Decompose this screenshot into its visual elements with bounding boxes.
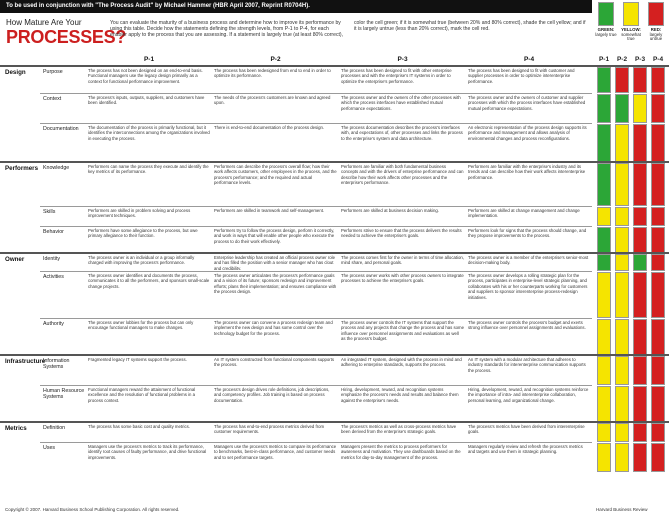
legend-green <box>594 2 618 37</box>
statement-cell-p2: An IT system constructed from functional components supports the process. <box>214 357 335 368</box>
rating-cell-p2[interactable] <box>615 423 629 442</box>
brand-text: Harvard Business Review <box>596 507 648 512</box>
category-performers: Performers <box>5 165 39 172</box>
statement-cell-p4: Hiring, development, reward, and recognition systems reinforce the importance of intra- and interenterprise collaboration, personal learning, and organizational change. <box>468 387 589 403</box>
rating-cell-p3[interactable] <box>633 227 647 253</box>
statement-cell-p4: The process owner controls the process's budget and exerts strong influence over personnel assignments and evaluations. <box>468 320 586 331</box>
statement-cell-p3: Hiring, development, reward, and recognition systems emphasize the process's needs and results and balance them against the enterprise's needs. <box>341 387 459 403</box>
rating-cell-p1[interactable] <box>597 163 611 206</box>
enabler-label: Identity <box>43 256 61 262</box>
statement-cell-p2: The process's design drives role definitions, job descriptions, and competency profiles. Job training is based on process documentation. <box>214 387 330 403</box>
rating-cell-p4[interactable] <box>651 423 665 442</box>
enabler-label: Authority <box>43 321 64 327</box>
statement-cell-p4: The process's metrics have been derived from interenterprise goals. <box>468 424 585 435</box>
statement-cell-p2: The process has end-to-end process metrics derived from customer requirements. <box>214 424 325 435</box>
statement-cell-p1: The documentation of the process is primarily functional, but it identifies the interconnections among the organizations involved in executing the process. <box>88 125 210 141</box>
title-small: How Mature Are Your <box>6 18 82 27</box>
statement-cell-p4: The process has been designed to fit with customer and supplier processes in order to optimize interenterprise performance. <box>468 68 575 84</box>
statement-cell-p4: An electronic representation of the process design supports its performance and management and allows analysis of environmental changes and process reconfigurations. <box>468 125 587 141</box>
statement-cell-p3: The process owner works with other process owners to integrate processes to achieve the enterprise's goals. <box>341 273 464 284</box>
statement-cell-p4: Performers look for signs that the process should change, and they propose improvements to the process. <box>468 228 587 239</box>
statement-cell-p1: The process has not been designed on an end-to-end basis. Functional managers use the legacy design primarily as a context for functional performance improvement. <box>88 68 203 84</box>
column-header-p-1: P-1 <box>143 56 155 63</box>
rating-cell-p2[interactable] <box>615 319 629 355</box>
statement-cell-p2: The process owner can convene a process redesign team and implement the new design and has some control over the technology budget for the process. <box>214 320 333 336</box>
enabler-label: Activities <box>43 274 64 280</box>
rating-cell-p4[interactable] <box>651 207 665 226</box>
rating-cell-p3[interactable] <box>633 207 647 226</box>
statement-cell-p3: The process's metrics as well as cross-process metrics have been derived from the enterprise's strategic goals. <box>341 424 457 435</box>
copyright-text: Copyright © 2007. Harvard Business School Publishing Corporation. All rights reserved. <box>5 507 180 512</box>
rating-cell-p1[interactable] <box>597 319 611 355</box>
rating-header-p-1: P-1 <box>598 56 610 63</box>
rating-cell-p4[interactable] <box>651 272 665 318</box>
statement-cell-p4: An IT system with a modular architecture that adheres to industry standards for interenterprise communication supports the process. <box>468 357 586 373</box>
title-block <box>6 18 127 47</box>
enabler-label: Behavior <box>43 229 64 235</box>
legend-sublabel: largely untrue <box>649 31 663 42</box>
statement-cell-p2: Managers use the process's metrics to compare its performance to benchmarks, best-in-class performance, and customer needs and to set performance targets. <box>214 444 337 460</box>
top-banner: To be used in conjunction with "The Process Audit" by Michael Hammer (HBR April 2007, Reprint R0704H). <box>0 0 592 13</box>
statement-cell-p3: The process owner and the owners of the other processes with which the process interfaces have established mutual performance expectations. <box>341 95 461 111</box>
legend-sublabel: largely true <box>595 31 617 37</box>
statement-cell-p4: Performers are familiar with the enterprise's industry and its trends and can describe how their work affects interenterprise performance. <box>468 164 586 180</box>
statement-cell-p2: The process owner articulates the process's performance goals and a vision of its future; sponsors redesign and improvement efforts; plans their implementation; and ensures compliance with the process design. <box>214 273 337 295</box>
rating-cell-p2[interactable] <box>615 227 629 253</box>
enabler-label: Skills <box>43 209 56 215</box>
enabler-label: Knowledge <box>43 165 70 171</box>
rating-cell-p1[interactable] <box>597 207 611 226</box>
statement-cell-p4: Performers are skilled at change management and change implementation. <box>468 208 580 219</box>
rating-header-p-3: P-3 <box>634 56 646 63</box>
rating-cell-p3[interactable] <box>633 94 647 123</box>
rating-cell-p4[interactable] <box>651 386 665 422</box>
category-infrastructure: Infrastructure <box>5 358 46 365</box>
enabler-label: Uses <box>43 445 56 451</box>
statement-cell-p3: The process owner controls the IT systems that support the process and any projects that change the process and has some influence over personnel assignments and evaluations as well as the process's budget. <box>341 320 464 342</box>
statement-cell-p4: The process owner and the owners of customer and supplier processes with which the process interfaces have established mutual performance expectations. <box>468 95 586 111</box>
rating-cell-p2[interactable] <box>615 272 629 318</box>
rating-cell-p1[interactable] <box>597 443 611 472</box>
rating-cell-p2[interactable] <box>615 443 629 472</box>
statement-cell-p2: Performers try to follow the process design, perform it correctly, and work in ways that will enable other people who execute the process to do their work effectively. <box>214 228 335 244</box>
statement-cell-p4: The process owner develops a rolling strategic plan for the process, participates in enterprise-level strategic planning, and collaborates with his or her counterparts working for customers and suppliers to sponsor interenterprise process-redesign initiatives. <box>468 273 588 300</box>
rating-cell-p2[interactable] <box>615 94 629 123</box>
statement-cell-p1: The process's inputs, outputs, suppliers, and customers have been identified. <box>88 95 205 106</box>
enabler-label: Purpose <box>43 69 63 75</box>
rating-cell-p3[interactable] <box>633 272 647 318</box>
intro-text: You can evaluate the maturity of a business process and determine how to improve its performance by using this table. Decide how the statements defining the strength levels, from P-1 to P-4, for each enabler apply to the process that you are assessing. If a statement is largely true (at least 80% correct), color the cell green; if it is somewhat true (between 20% and 80% correct), shade the cell yellow; and if it is largely untrue (less than 20% correct), mark the cell red. <box>110 20 586 39</box>
legend-sublabel: somewhat true <box>621 31 641 42</box>
rating-cell-p4[interactable] <box>651 94 665 123</box>
statement-cell-p1: The process has some basic cost and quality metrics. <box>88 424 190 429</box>
statement-cell-p2: The needs of the process's customers are known and agreed upon. <box>214 95 331 106</box>
legend-red <box>644 2 668 42</box>
rating-header-p-4: P-4 <box>652 56 664 63</box>
legend-swatch <box>623 2 639 26</box>
rating-cell-p3[interactable] <box>633 443 647 472</box>
statement-cell-p2: The process has been redesigned from end to end in order to optimize its performance. <box>214 68 331 79</box>
statement-cell-p1: The process owner is an individual or a group informally charged with improving the process's performance. <box>88 255 195 266</box>
legend-label: YELLOW: <box>621 27 641 32</box>
rating-cell-p3[interactable] <box>633 423 647 442</box>
statement-cell-p1: Performers can name the process they execute and identify the key metrics of its performance. <box>88 164 209 175</box>
statement-cell-p2: Performers can describe the process's overall flow; how their work affects customers, other employees in the process, and the process's performance; and the required and actual performance levels. <box>214 164 337 186</box>
statement-cell-p1: Functional managers reward the attainment of functional excellence and the resolution of functional problems in a process context. <box>88 387 196 403</box>
rating-cell-p1[interactable] <box>597 272 611 318</box>
legend-label: GREEN: <box>597 27 615 32</box>
rating-cell-p1[interactable] <box>597 227 611 253</box>
statement-cell-p3: Performers strive to ensure that the process delivers the results needed to achieve the enterprise's goals. <box>341 228 462 239</box>
rating-cell-p4[interactable] <box>651 356 665 385</box>
rating-cell-p3[interactable] <box>633 124 647 162</box>
rating-cell-p2[interactable] <box>615 163 629 206</box>
rating-cell-p4[interactable] <box>651 227 665 253</box>
rating-cell-p3[interactable] <box>633 356 647 385</box>
category-owner: Owner <box>5 256 25 263</box>
statement-cell-p2: Enterprise leadership has created an official process owner role and has filled the position with a senior manager who has clout and credibility. <box>214 255 336 270</box>
statement-cell-p4: The process owner is a member of the enterprise's senior-most decision-making body. <box>468 255 589 266</box>
enabler-label: Documentation <box>43 126 79 132</box>
rating-cell-p4[interactable] <box>651 67 665 93</box>
legend-swatch <box>648 2 664 26</box>
rating-cell-p4[interactable] <box>651 124 665 162</box>
statement-cell-p4: Managers regularly review and refresh the process's metrics and targets and use them in strategic planning. <box>468 444 583 455</box>
rating-cell-p1[interactable] <box>597 124 611 162</box>
column-header-p-3: P-3 <box>397 56 408 63</box>
statement-cell-p3: Managers present the metrics to process performers for awareness and motivation. They use dashboards based on the metrics for day-to-day management of the process. <box>341 444 461 460</box>
rating-cell-p1[interactable] <box>597 356 611 385</box>
enabler-label: Information Systems <box>43 358 70 371</box>
color-legend <box>594 2 669 52</box>
statement-cell-p1: The process owner lobbies for the process but can only encourage functional managers to make changes. <box>88 320 194 331</box>
enabler-label: Human Resource Systems <box>43 388 85 401</box>
rating-cell-p1[interactable] <box>597 67 611 93</box>
statement-cell-p1: Managers use the process's metrics to track its performance, identify root causes of faulty performance, and drive functional improvements. <box>88 444 207 460</box>
statement-cell-p3: An integrated IT system, designed with the process in mind and adhering to enterprise standards, supports the process. <box>341 357 462 368</box>
rating-cell-p2[interactable] <box>615 67 629 93</box>
legend-yellow <box>619 2 643 42</box>
category-metrics: Metrics <box>5 425 27 432</box>
rating-cell-p4[interactable] <box>651 319 665 355</box>
rating-cell-p4[interactable] <box>651 254 665 271</box>
statement-cell-p3: Performers are skilled at business decision making. <box>341 208 439 213</box>
statement-cell-p2: There is end-to-end documentation of the process design. <box>214 125 325 130</box>
rating-cell-p1[interactable] <box>597 386 611 422</box>
enabler-label: Context <box>43 96 62 102</box>
rating-cell-p3[interactable] <box>633 163 647 206</box>
rating-cell-p1[interactable] <box>597 94 611 123</box>
rating-cell-p4[interactable] <box>651 443 665 472</box>
legend-swatch <box>598 2 614 26</box>
statement-cell-p1: Performers have some allegiance to the process, but owe primary allegiance to their function. <box>88 228 198 239</box>
statement-cell-p1: The process owner identifies and documents the process, communicates it to all the performers, and sponsors small-scale change projects. <box>88 273 210 289</box>
rating-cell-p1[interactable] <box>597 254 611 271</box>
category-design: Design <box>5 69 26 76</box>
legend-label: RED: <box>650 27 662 32</box>
rating-cell-p2[interactable] <box>615 124 629 162</box>
rating-cell-p2[interactable] <box>615 356 629 385</box>
enabler-label: Definition <box>43 425 66 431</box>
statement-cell-p3: Performers are familiar with both fundamental business concepts and with the drivers of enterprise performance and can describe how their work affects other processes and the enterprise's performance. <box>341 164 464 186</box>
statement-cell-p2: Performers are skilled in teamwork and self-management. <box>214 208 325 213</box>
rating-cell-p3[interactable] <box>633 67 647 93</box>
page-title: PROCESSES? <box>6 27 127 47</box>
statement-cell-p3: The process has been designed to fit with other enterprise processes and with the enterprise's IT systems in order to optimize the enterprise's performance. <box>341 68 452 84</box>
rating-cell-p2[interactable] <box>615 386 629 422</box>
column-header-p-4: P-4 <box>523 56 535 63</box>
rating-header-p-2: P-2 <box>616 56 628 63</box>
rating-cell-p3[interactable] <box>633 319 647 355</box>
statement-cell-p1: Fragmented legacy IT systems support the process. <box>88 357 187 362</box>
statement-cell-p3: The process comes first for the owner in terms of time allocation, mind share, and personal goals. <box>341 255 464 266</box>
column-header-p-2: P-2 <box>270 56 281 63</box>
rating-cell-p2[interactable] <box>615 254 629 271</box>
rating-cell-p3[interactable] <box>633 386 647 422</box>
rating-cell-p1[interactable] <box>597 423 611 442</box>
statement-cell-p3: The process documentation describes the process's interfaces with, and expectations of, other processes and links the process to the enterprise's system and data architecture. <box>341 125 463 141</box>
rating-cell-p2[interactable] <box>615 207 629 226</box>
statement-cell-p1: Performers are skilled in problem solving and process improvement techniques. <box>88 208 191 219</box>
rating-cell-p3[interactable] <box>633 254 647 271</box>
rating-cell-p4[interactable] <box>651 163 665 206</box>
